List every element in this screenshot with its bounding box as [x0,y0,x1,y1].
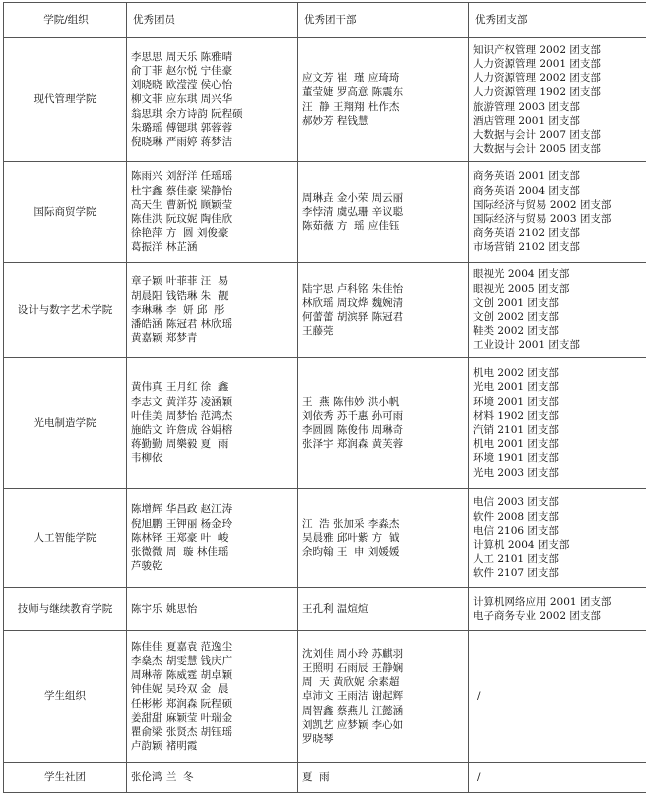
member-line: 徐艳萍 方 圆 刘俊豪 [131,226,293,240]
branch-line: / [477,689,646,703]
branches-cell [469,162,646,263]
branch-line: 商务英语 2001 团支部 [473,169,646,183]
branch-line: 人力资源管理 2002 团支部 [473,71,646,85]
branch-line: 人工 2101 团支部 [473,552,646,566]
member-line: 叶佳美 周梦怡 范鸿杰 [131,409,293,423]
cadre-line: 李悖清 虞弘珊 辛议聪 [302,205,464,219]
member-line: 俞丁菲 赵尔悦 宁佳豪 [131,64,293,78]
member-line: 倪晓琳 严雨婷 蒋梦洁 [131,135,293,149]
cadre-line: 王 燕 陈伟妙 洪小帆 [302,395,464,409]
branches-cell [469,38,646,162]
branch-line: 文创 2002 团支部 [473,310,646,324]
cadre-line: 何蕾蕾 胡滨驿 陈冠君 [302,310,464,324]
members-cell [127,631,298,763]
member-line: 葛振洋 林芷涵 [131,240,293,254]
cadre-line: 卓沛文 王雨洁 谢起辉 [302,689,464,703]
member-line: 姜甜甜 麻颖莹 叶瑞金 [131,711,293,725]
header-cadres: 优秀团干部 [298,3,469,38]
member-line: 施皓文 许詹成 谷娟榕 [131,423,293,437]
cadres-cell [298,588,469,631]
table-row [4,162,646,263]
table-row [4,489,646,588]
org-cell: 光电制造学院 [4,358,127,489]
member-line: 张伦鸿 兰 冬 [131,770,293,784]
member-line: 刘晓晓 欧滢滢 侯心怡 [131,78,293,92]
member-line: 潘皓涵 陈冠君 林欣瑶 [131,317,293,331]
org-cell: 国际商贸学院 [4,162,127,263]
cadre-line: 周 天 黄欣妮 余素超 [302,675,464,689]
member-line: 陈宇乐 姚思怡 [131,602,293,616]
branch-line: 人力资源管理 2001 团支部 [473,57,646,71]
branch-line: / [477,770,646,784]
branch-line: 计算机网络应用 2001 团支部 [473,595,646,609]
branch-line: 知识产权管理 2002 团支部 [473,43,646,57]
members-cell [127,263,298,358]
members-cell [127,588,298,631]
org-cell: 设计与数字艺术学院 [4,263,127,358]
members-cell [127,763,298,793]
member-line: 钟佳妮 吴玲双 金 晨 [131,682,293,696]
member-line: 黄嘉颖 郑梦青 [131,331,293,345]
branch-line: 市场营销 2102 团支部 [473,240,646,254]
cadres-cell [298,489,469,588]
cadre-line: 王藤莞 [302,324,464,338]
header-row [4,3,646,38]
branch-line: 商务英语 2004 团支部 [473,184,646,198]
honor-table [3,2,646,793]
branch-line: 计算机 2004 团支部 [473,538,646,552]
branch-line: 电信 2003 团支部 [473,495,646,509]
cadre-line: 周智鑫 蔡燕儿 江懿涵 [302,704,464,718]
branch-line: 酒店管理 2001 团支部 [473,114,646,128]
branch-line: 软件 2008 团支部 [473,510,646,524]
members-cell [127,489,298,588]
branch-line: 软件 2107 团支部 [473,566,646,580]
branch-line: 鞋类 2002 团支部 [473,324,646,338]
branch-line: 国际经济与贸易 2002 团支部 [473,198,646,212]
table-row [4,263,646,358]
branch-line: 机电 2002 团支部 [473,366,646,380]
org-cell: 技师与继续教育学院 [4,588,127,631]
cadres-cell [298,162,469,263]
cadre-line: 陆宇思 卢科铭 朱佳怡 [302,282,464,296]
branch-line: 环境 2001 团支部 [473,395,646,409]
member-line: 李琳琳 李 妍 邱 彤 [131,303,293,317]
member-line: 张微微 周 璇 林佳瑶 [131,545,293,559]
cadre-line: 刘依秀 苏千惠 孙可雨 [302,409,464,423]
member-line: 瞿俞梁 张贤杰 胡钰瑶 [131,725,293,739]
cadre-line: 王孔利 温煊煊 [302,602,464,616]
table-row [4,38,646,162]
cadre-line: 刘凯艺 应梦颖 李心如 [302,718,464,732]
cadres-cell [298,763,469,793]
branch-line: 光电 2001 团支部 [473,380,646,394]
member-line: 柳文菲 应东琪 周兴华 [131,92,293,106]
cadre-line: 郝妙芳 程钱慧 [302,114,464,128]
branches-cell [469,489,646,588]
cadre-line: 沈刘佳 周小玲 苏麒羽 [302,647,464,661]
member-line: 胡晨阳 钱锆琳 朱 靓 [131,289,293,303]
branch-line: 环境 1901 团支部 [473,451,646,465]
cadre-line: 吴晨雅 邱叶紫 方 钺 [302,531,464,545]
branch-line: 大数据与会计 2005 团支部 [473,142,646,156]
member-line: 卢韵颖 褚明霞 [131,739,293,753]
table-row [4,763,646,793]
member-line: 周琳蒂 陈威霆 胡卓颖 [131,668,293,682]
cadre-line: 王照明 石雨辰 王静娴 [302,661,464,675]
member-line: 陈佳佳 夏嘉袁 范逸尘 [131,640,293,654]
cadre-line: 江 浩 张加采 李淼杰 [302,517,464,531]
member-line: 高天生 曹新悦 顾颖莹 [131,198,293,212]
branch-line: 人力资源管理 1902 团支部 [473,85,646,99]
branch-line: 大数据与会计 2007 团支部 [473,128,646,142]
cadre-line: 应文芳 崔 瑾 应琦琦 [302,71,464,85]
member-line: 杜宇鑫 蔡佳豪 梁静怡 [131,184,293,198]
table-row [4,588,646,631]
member-line: 章子颖 叶菲菲 汪 易 [131,274,293,288]
branch-line: 工业设计 2001 团支部 [473,338,646,352]
member-line: 黄伟真 王月红 徐 鑫 [131,380,293,394]
member-line: 李志文 黄洋芬 凌涵颖 [131,395,293,409]
branch-line: 材料 1902 团支部 [473,409,646,423]
branch-line: 眼视光 2004 团支部 [473,267,646,281]
branch-line: 国际经济与贸易 2003 团支部 [473,212,646,226]
branches-cell [469,263,646,358]
branch-line: 文创 2001 团支部 [473,296,646,310]
member-line: 韦柳依 [131,451,293,465]
branches-cell [469,588,646,631]
header-branches: 优秀团支部 [469,3,646,38]
header-org: 学院/组织 [4,3,127,38]
cadre-line: 汪 静 王翔翔 杜作杰 [302,100,464,114]
org-cell: 现代管理学院 [4,38,127,162]
member-line: 陈佳洪 阮玟妮 陶佳欣 [131,212,293,226]
cadre-line: 周琳垚 金小荣 周云丽 [302,191,464,205]
member-line: 翁思琪 余方诗韵 阮程硕 [131,107,293,121]
member-line: 倪旭鹏 王钾丽 杨金玲 [131,517,293,531]
branch-line: 光电 2003 团支部 [473,466,646,480]
cadre-line: 李圆圆 陈俊伟 周琳奇 [302,423,464,437]
cadre-line: 余昀翰 王 申 刘媛媛 [302,545,464,559]
members-cell [127,162,298,263]
member-line: 芦骏乾 [131,559,293,573]
branch-line: 商务英语 2102 团支部 [473,226,646,240]
table-row [4,631,646,763]
member-line: 蒋勤勤 周樂毅 夏 雨 [131,437,293,451]
member-line: 陈增辉 华昌政 赵江涛 [131,502,293,516]
members-cell [127,358,298,489]
branches-cell [469,763,646,793]
member-line: 李燊杰 胡雯慧 钱庆广 [131,654,293,668]
branches-cell [469,631,646,763]
cadres-cell [298,631,469,763]
member-line: 李思思 周天乐 陈雅晴 [131,50,293,64]
org-cell: 学生组织 [4,631,127,763]
cadres-cell [298,358,469,489]
member-line: 陈林铎 王郑豪 叶 峻 [131,531,293,545]
branch-line: 眼视光 2005 团支部 [473,282,646,296]
header-members: 优秀团员 [127,3,298,38]
branch-line: 机电 2001 团支部 [473,437,646,451]
cadres-cell [298,38,469,162]
cadre-line: 林欣瑶 周玟烨 魏婉清 [302,296,464,310]
cadre-line: 张泽宇 郑润森 黄芙蓉 [302,437,464,451]
member-line: 任彬彬 郑润森 阮程硕 [131,697,293,711]
table-row [4,358,646,489]
org-cell: 人工智能学院 [4,489,127,588]
members-cell [127,38,298,162]
org-cell: 学生社团 [4,763,127,793]
branches-cell [469,358,646,489]
cadre-line: 董莹婕 罗高意 陈震东 [302,85,464,99]
member-line: 陈雨兴 刘舒洋 任瑶瑶 [131,169,293,183]
table-body [4,38,646,793]
cadre-line: 陈茹薇 方 瑶 应佳钰 [302,219,464,233]
branch-line: 旅游管理 2003 团支部 [473,100,646,114]
cadres-cell [298,263,469,358]
cadre-line: 罗晓琴 [302,732,464,746]
branch-line: 电子商务专业 2002 团支部 [473,609,646,623]
cadre-line: 夏 雨 [302,770,464,784]
member-line: 朱璐瑶 傅锶琪 郭蓉蓉 [131,121,293,135]
branch-line: 电信 2106 团支部 [473,524,646,538]
branch-line: 汽销 2101 团支部 [473,423,646,437]
